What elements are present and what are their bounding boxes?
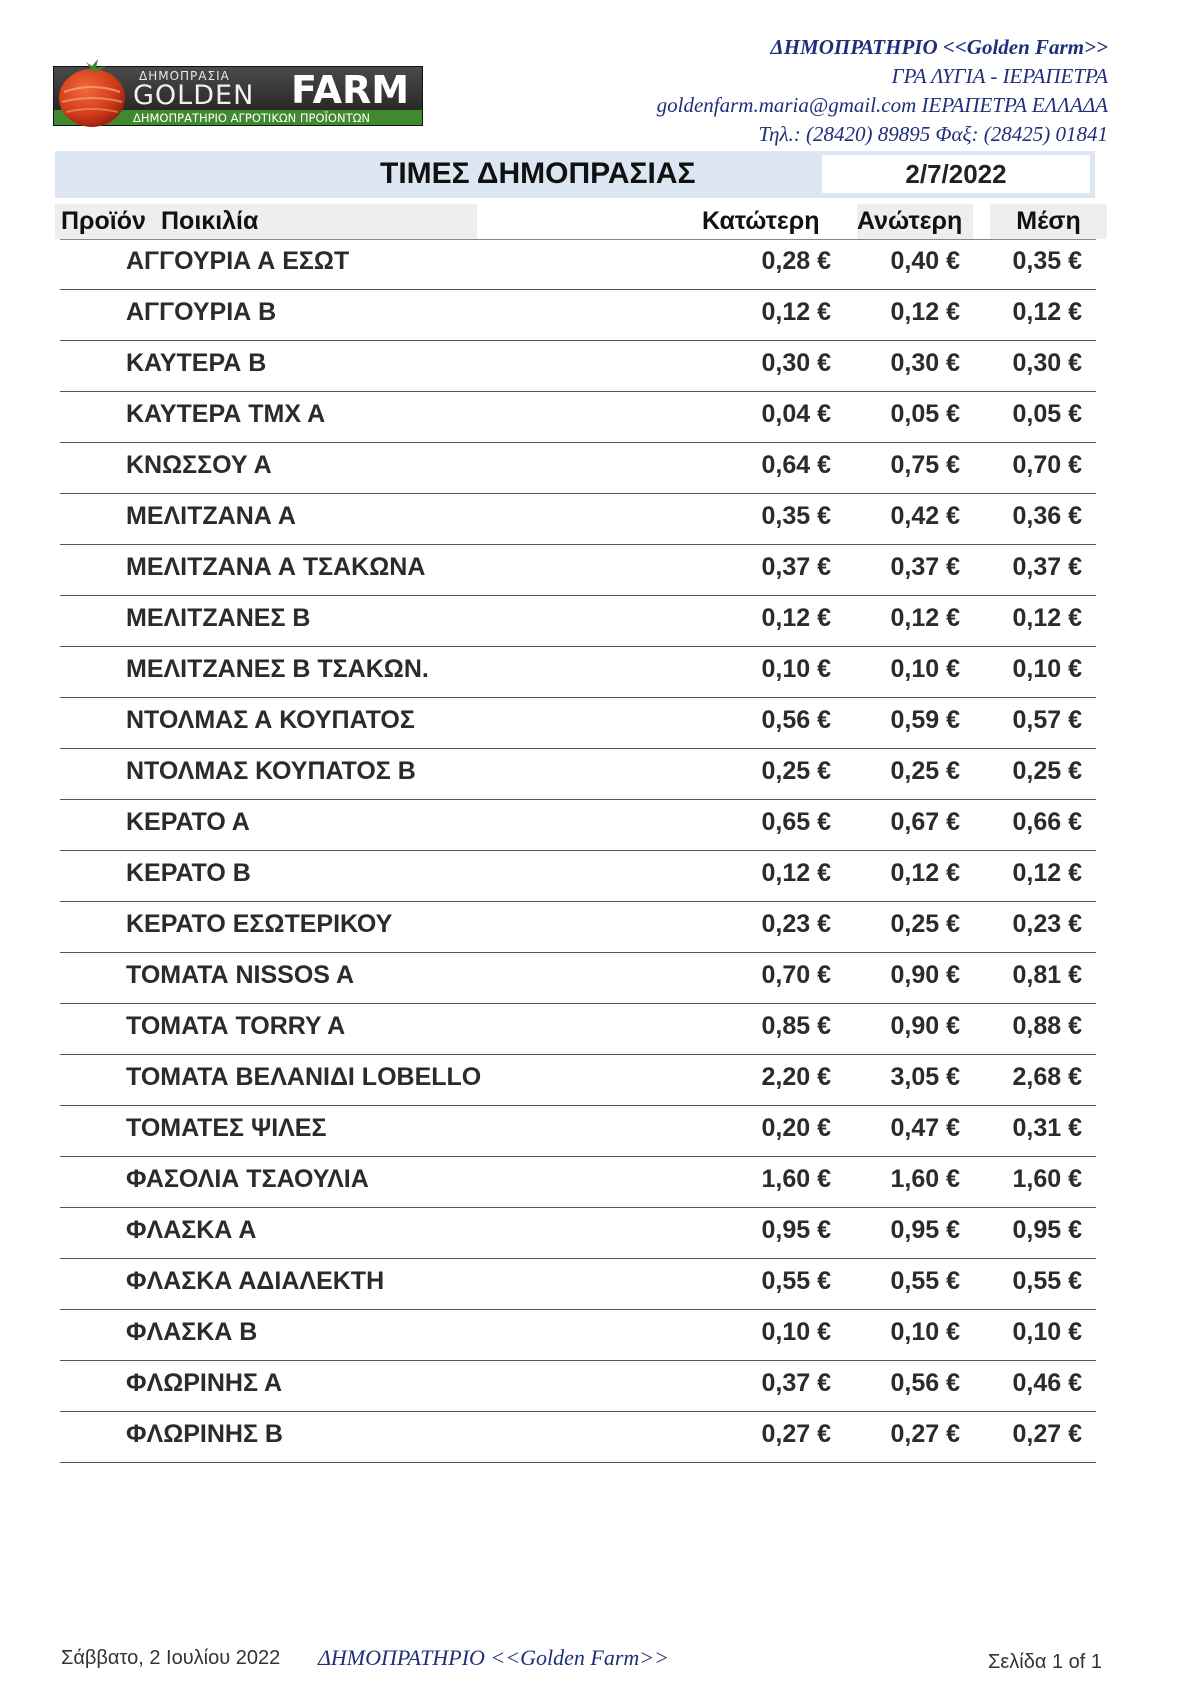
product-name-cell: ΤΟΜΑΤΑ NISSOS A <box>126 961 355 989</box>
price-high-cell: 3,05 € <box>890 1063 960 1091</box>
price-low-cell: 0,12 € <box>761 604 831 632</box>
page-title: ΤΙΜΕΣ ΔΗΜΟΠΡΑΣΙΑΣ <box>380 157 696 190</box>
product-name-cell: ΚΕΡΑΤΟ Α <box>126 808 250 836</box>
product-name-cell: ΦΑΣΟΛΙΑ ΤΣΑΟΥΛΙΑ <box>126 1165 369 1193</box>
table-row <box>60 392 1096 443</box>
price-low-cell: 2,20 € <box>761 1063 831 1091</box>
price-avg-cell: 1,60 € <box>1012 1165 1082 1193</box>
product-name-cell: ΤΟΜΑΤΑ ΒΕΛΑΝΙΔΙ LOBELLO <box>126 1063 482 1091</box>
table-row <box>60 1310 1096 1361</box>
product-name-cell: ΦΛΑΣΚΑ Β <box>126 1318 258 1346</box>
product-name-cell: ΝΤΟΛΜΑΣ Α ΚΟΥΠΑΤΟΣ <box>126 706 415 734</box>
footer-page-number: Σελίδα 1 of 1 <box>987 1651 1102 1673</box>
price-table <box>60 239 1096 1463</box>
price-low-cell: 0,20 € <box>761 1114 831 1142</box>
price-high-cell: 0,75 € <box>890 451 960 479</box>
price-avg-cell: 0,12 € <box>1012 298 1082 326</box>
price-avg-cell: 0,81 € <box>1012 961 1082 989</box>
footer-date: Σάββατο, 2 Ιουλίου 2022 <box>61 1647 281 1669</box>
table-row <box>60 239 1096 290</box>
product-name-cell: ΜΕΛΙΤΖΑΝΑ Α <box>126 502 296 530</box>
price-avg-cell: 0,31 € <box>1012 1114 1082 1142</box>
product-name-cell: ΦΛΩΡΙΝΗΣ Β <box>126 1420 283 1448</box>
table-row <box>60 290 1096 341</box>
price-high-cell: 0,90 € <box>890 961 960 989</box>
price-low-cell: 0,55 € <box>761 1267 831 1295</box>
price-avg-cell: 0,55 € <box>1012 1267 1082 1295</box>
price-high-cell: 0,56 € <box>890 1369 960 1397</box>
price-high-cell: 0,59 € <box>890 706 960 734</box>
price-low-cell: 0,70 € <box>761 961 831 989</box>
price-low-cell: 0,10 € <box>761 655 831 683</box>
price-low-cell: 0,25 € <box>761 757 831 785</box>
price-avg-cell: 0,30 € <box>1012 349 1082 377</box>
product-name-cell: ΜΕΛΙΤΖΑΝΕΣ Β <box>126 604 311 632</box>
price-high-cell: 0,30 € <box>890 349 960 377</box>
price-low-cell: 0,23 € <box>761 910 831 938</box>
price-high-cell: 0,90 € <box>890 1012 960 1040</box>
title-band <box>55 151 1095 198</box>
product-name-cell: ΜΕΛΙΤΖΑΝΑ Α ΤΣΑΚΩΝΑ <box>126 553 426 581</box>
product-name-cell: ΚΝΩΣΣΟΥ Α <box>126 451 272 479</box>
price-high-cell: 0,10 € <box>890 1318 960 1346</box>
price-avg-cell: 0,12 € <box>1012 859 1082 887</box>
product-name-cell: ΦΛΑΣΚΑ ΑΔΙΑΛΕΚΤΗ <box>126 1267 385 1295</box>
price-low-cell: 0,27 € <box>761 1420 831 1448</box>
product-name-cell: ΝΤΟΛΜΑΣ ΚΟΥΠΑΤΟΣ Β <box>126 757 416 785</box>
price-avg-cell: 0,66 € <box>1012 808 1082 836</box>
price-avg-cell: 0,95 € <box>1012 1216 1082 1244</box>
price-avg-cell: 0,10 € <box>1012 655 1082 683</box>
product-name-cell: ΑΓΓΟΥΡΙΑ Α ΕΣΩΤ <box>126 247 350 275</box>
column-header-variety: Ποικιλία <box>158 204 477 239</box>
table-row <box>60 1208 1096 1259</box>
product-name-cell: ΦΛΑΣΚΑ Α <box>126 1216 257 1244</box>
price-high-cell: 0,47 € <box>890 1114 960 1142</box>
price-avg-cell: 0,88 € <box>1012 1012 1082 1040</box>
table-row <box>60 545 1096 596</box>
product-name-cell: ΚΕΡΑΤΟ Β <box>126 859 251 887</box>
price-avg-cell: 0,05 € <box>1012 400 1082 428</box>
price-low-cell: 0,35 € <box>761 502 831 530</box>
column-header-avg: Μέση <box>990 204 1107 239</box>
price-high-cell: 0,95 € <box>890 1216 960 1244</box>
product-name-cell: ΜΕΛΙΤΖΑΝΕΣ Β ΤΣΑΚΩΝ. <box>126 655 429 683</box>
price-high-cell: 0,37 € <box>890 553 960 581</box>
column-header-high: Ανώτερη <box>857 204 973 239</box>
column-header-product: Προϊόν <box>55 204 158 239</box>
price-high-cell: 1,60 € <box>890 1165 960 1193</box>
price-high-cell: 0,55 € <box>890 1267 960 1295</box>
table-row <box>60 1055 1096 1106</box>
price-low-cell: 0,10 € <box>761 1318 831 1346</box>
price-low-cell: 0,30 € <box>761 349 831 377</box>
table-row <box>60 749 1096 800</box>
price-low-cell: 0,12 € <box>761 298 831 326</box>
logo-tagline: ΔΗΜΟΠΡΑΤΗΡΙΟ ΑΓΡΟΤΙΚΩΝ ΠΡΟΪΟΝΤΩΝ <box>133 111 371 125</box>
price-high-cell: 0,25 € <box>890 910 960 938</box>
table-row <box>60 1106 1096 1157</box>
price-high-cell: 0,27 € <box>890 1420 960 1448</box>
price-high-cell: 0,42 € <box>890 502 960 530</box>
column-header-low: Κατώτερη <box>702 207 820 235</box>
table-row <box>60 443 1096 494</box>
price-avg-cell: 2,68 € <box>1012 1063 1082 1091</box>
product-name-cell: ΚΕΡΑΤΟ ΕΣΩΤΕΡΙΚΟΥ <box>126 910 393 938</box>
price-avg-cell: 0,35 € <box>1012 247 1082 275</box>
price-low-cell: 0,04 € <box>761 400 831 428</box>
table-row <box>60 953 1096 1004</box>
price-avg-cell: 0,57 € <box>1012 706 1082 734</box>
logo-farm-text: FARM <box>291 68 410 112</box>
logo-golden-text: GOLDEN <box>133 80 255 111</box>
price-low-cell: 0,64 € <box>761 451 831 479</box>
price-low-cell: 0,28 € <box>761 247 831 275</box>
price-high-cell: 0,12 € <box>890 604 960 632</box>
table-row <box>60 1259 1096 1310</box>
table-row <box>60 341 1096 392</box>
product-name-cell: ΤΟΜΑΤΑ TORRY A <box>126 1012 346 1040</box>
tomato-icon <box>56 56 128 128</box>
price-avg-cell: 0,36 € <box>1012 502 1082 530</box>
price-high-cell: 0,12 € <box>890 298 960 326</box>
product-name-cell: ΚΑΥΤΕΡΑ ΤΜΧ Α <box>126 400 326 428</box>
price-avg-cell: 0,37 € <box>1012 553 1082 581</box>
table-row <box>60 1157 1096 1208</box>
price-low-cell: 1,60 € <box>761 1165 831 1193</box>
price-avg-cell: 0,23 € <box>1012 910 1082 938</box>
table-row <box>60 851 1096 902</box>
table-row <box>60 596 1096 647</box>
company-name: ΔΗΜΟΠΡΑΤΗΡΙΟ <<Golden Farm>> <box>770 35 1108 59</box>
price-high-cell: 0,05 € <box>890 400 960 428</box>
product-name-cell: ΤΟΜΑΤΕΣ ΨΙΛΕΣ <box>126 1114 327 1142</box>
table-row <box>60 1361 1096 1412</box>
table-row <box>60 494 1096 545</box>
price-low-cell: 0,37 € <box>761 553 831 581</box>
price-low-cell: 0,65 € <box>761 808 831 836</box>
price-avg-cell: 0,27 € <box>1012 1420 1082 1448</box>
price-avg-cell: 0,46 € <box>1012 1369 1082 1397</box>
table-row <box>60 800 1096 851</box>
price-high-cell: 0,67 € <box>890 808 960 836</box>
price-avg-cell: 0,12 € <box>1012 604 1082 632</box>
price-avg-cell: 0,10 € <box>1012 1318 1082 1346</box>
auction-date: 2/7/2022 <box>822 155 1090 193</box>
table-row <box>60 698 1096 749</box>
product-name-cell: ΦΛΩΡΙΝΗΣ Α <box>126 1369 283 1397</box>
price-high-cell: 0,25 € <box>890 757 960 785</box>
price-high-cell: 0,10 € <box>890 655 960 683</box>
company-logo <box>53 50 423 128</box>
footer-company: ΔΗΜΟΠΡΑΤΗΡΙΟ <<Golden Farm>> <box>318 1645 669 1670</box>
price-high-cell: 0,40 € <box>890 247 960 275</box>
company-email-line: goldenfarm.maria@gmail.com ΙΕΡΑΠΕΤΡΑ ΕΛΛΑΔΑ <box>656 93 1108 117</box>
company-info <box>657 33 1108 149</box>
price-low-cell: 0,95 € <box>761 1216 831 1244</box>
price-low-cell: 0,85 € <box>761 1012 831 1040</box>
company-location: ΓΡΑ ΛΥΓΙΑ - ΙΕΡΑΠΕΤΡΑ <box>891 64 1108 88</box>
table-row <box>60 902 1096 953</box>
logo-small-text: ΔΗΜΟΠΡΑΣΙΑ <box>139 69 230 83</box>
price-low-cell: 0,12 € <box>761 859 831 887</box>
price-low-cell: 0,37 € <box>761 1369 831 1397</box>
price-low-cell: 0,56 € <box>761 706 831 734</box>
table-row <box>60 1412 1096 1463</box>
price-high-cell: 0,12 € <box>890 859 960 887</box>
table-row <box>60 1004 1096 1055</box>
product-name-cell: ΑΓΓΟΥΡΙΑ Β <box>126 298 277 326</box>
product-name-cell: ΚΑΥΤΕΡΑ Β <box>126 349 267 377</box>
company-phone-line: Τηλ.: (28420) 89895 Φαξ: (28425) 01841 <box>758 122 1108 146</box>
table-row <box>60 647 1096 698</box>
price-avg-cell: 0,70 € <box>1012 451 1082 479</box>
price-avg-cell: 0,25 € <box>1012 757 1082 785</box>
